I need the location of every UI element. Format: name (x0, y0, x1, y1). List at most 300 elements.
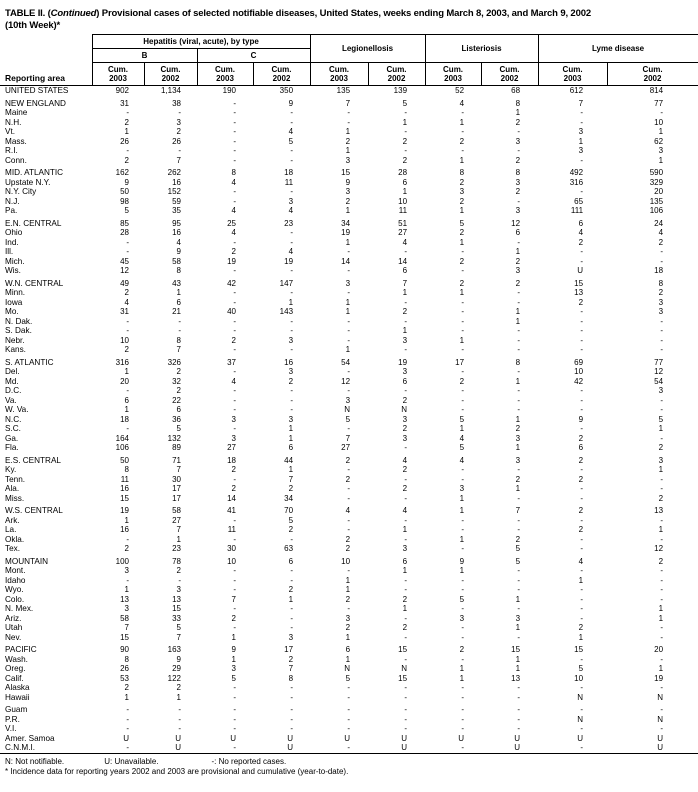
data-cell: - (461, 395, 465, 405)
data-cell: - (660, 316, 664, 326)
data-cell: 132 (167, 433, 181, 443)
data-cell: - (404, 714, 408, 724)
data-cell: - (233, 724, 236, 733)
data-cell: - (660, 108, 664, 117)
data-cell: 27 (227, 443, 236, 452)
data-cell: 262 (167, 168, 181, 177)
table-row (0, 108, 698, 118)
data-cell: - (347, 604, 351, 613)
data-cell: - (461, 714, 465, 724)
data-cell: 1 (124, 127, 129, 136)
table-row (0, 178, 698, 188)
data-cell: - (347, 484, 351, 493)
data-cell: 5 (176, 623, 181, 632)
data-cell: 1 (459, 237, 465, 247)
data-cell: 2 (515, 424, 521, 433)
data-cell: 2 (231, 465, 236, 474)
data-cell: 3 (345, 187, 351, 196)
data-cell: - (347, 566, 351, 575)
data-cell: 7 (176, 465, 181, 474)
data-cell: - (660, 433, 664, 443)
data-cell: - (580, 544, 584, 553)
row-label: Ill. (5, 247, 14, 256)
row-label: Ky. (5, 465, 17, 474)
data-cell: - (517, 335, 521, 345)
data-cell: - (404, 443, 408, 452)
data-cell: 2 (578, 455, 584, 465)
data-cell: 147 (279, 278, 294, 288)
data-cell: 2 (658, 237, 664, 247)
data-cell: 21 (172, 307, 181, 316)
row-label: Maine (5, 108, 28, 117)
data-cell: - (580, 566, 584, 575)
data-cell: - (404, 474, 408, 484)
data-cell: 1 (402, 525, 408, 534)
data-cell: - (178, 705, 181, 714)
data-cell: 1 (578, 632, 584, 642)
row-label: Hawaii (5, 692, 30, 702)
table-row (0, 345, 698, 355)
data-cell: 95 (172, 218, 181, 228)
row-label: Kans. (5, 345, 26, 354)
data-cell: 4 (231, 228, 236, 237)
data-cell: - (233, 395, 236, 405)
data-cell: - (347, 326, 351, 335)
table-row (0, 525, 698, 535)
data-cell: - (517, 288, 521, 297)
data-cell: 2 (459, 196, 465, 206)
data-cell: 326 (167, 357, 181, 367)
data-cell: 2 (402, 155, 408, 165)
data-cell: 3 (515, 206, 521, 215)
data-cell: - (517, 632, 521, 642)
data-cell: - (347, 465, 351, 474)
data-cell: - (290, 714, 294, 724)
data-cell: N (401, 405, 408, 414)
incidence-footnote: * Incidence data for reporting years 2002 and 2003 are provisional and cumulative (year-to-date). (5, 766, 349, 776)
data-cell: - (461, 623, 465, 632)
data-cell: 3 (288, 196, 294, 206)
col-header-lyme-2003: Cum. 2003 (538, 63, 607, 86)
data-cell: 15 (574, 278, 584, 288)
data-cell: U (175, 733, 181, 743)
data-cell: 2 (402, 424, 408, 433)
data-cell: 53 (120, 673, 129, 683)
table-row (0, 585, 698, 595)
row-label: N.J. (5, 196, 20, 206)
legend-line (5, 757, 698, 767)
data-cell: 1 (345, 127, 351, 136)
data-cell: 2 (515, 278, 521, 288)
data-cell: - (517, 345, 521, 354)
data-cell: 1 (459, 335, 465, 345)
data-cell: 12 (341, 376, 351, 386)
data-cell: 8 (515, 98, 521, 108)
data-cell: - (517, 515, 521, 525)
data-cell: U (287, 733, 294, 743)
data-cell: 1 (658, 424, 664, 433)
data-cell: 3 (402, 544, 408, 553)
data-cell: U (401, 733, 408, 743)
data-cell: 18 (654, 266, 664, 275)
data-cell: 1 (658, 613, 664, 623)
table-row (0, 683, 698, 693)
data-cell: - (290, 146, 294, 155)
row-label: R.I. (5, 146, 18, 155)
data-cell: - (233, 316, 236, 326)
data-cell: - (404, 683, 408, 692)
data-cell: - (517, 525, 521, 534)
table-row (0, 465, 698, 475)
data-cell: - (233, 98, 236, 108)
data-cell: 2 (345, 534, 351, 544)
data-cell: - (517, 297, 521, 307)
table-row (0, 693, 698, 703)
data-cell: - (660, 484, 664, 493)
legend-no-cases: -: No reported cases. (211, 756, 287, 766)
data-cell: - (404, 127, 408, 136)
row-label: Calif. (5, 673, 24, 683)
data-cell: - (126, 316, 129, 326)
row-label: W.N. CENTRAL (5, 278, 64, 288)
data-cell: - (461, 108, 465, 117)
data-cell: - (660, 724, 664, 733)
data-cell: - (461, 266, 465, 275)
data-cell: - (233, 534, 236, 544)
data-cell: 15 (172, 604, 181, 613)
data-cell: 1 (345, 345, 351, 354)
data-cell: - (178, 714, 181, 724)
data-cell: - (660, 683, 664, 692)
data-cell: 4 (459, 98, 465, 108)
data-cell: - (178, 108, 181, 117)
data-cell: 37 (227, 357, 236, 367)
data-cell: 6 (402, 266, 408, 275)
data-cell: 5 (345, 414, 351, 424)
data-cell: 62 (654, 136, 664, 146)
data-cell: 15 (120, 632, 129, 642)
reporting-area-header: Reporting area (0, 35, 92, 86)
data-cell: - (347, 288, 351, 297)
row-label: MOUNTAIN (5, 556, 49, 566)
data-cell: 12 (654, 544, 664, 553)
data-cell: - (517, 714, 521, 724)
data-cell: 1 (345, 632, 351, 642)
data-cell: - (126, 146, 129, 155)
data-cell: - (347, 117, 351, 127)
data-cell: 1 (402, 326, 408, 335)
lyme-disease-header: Lyme disease (538, 35, 698, 63)
row-label: S. Dak. (5, 326, 32, 335)
data-cell: 2 (288, 585, 294, 594)
data-cell: - (233, 692, 236, 702)
data-cell: - (461, 405, 465, 414)
data-cell: 5 (459, 594, 465, 604)
row-label: MID. ATLANTIC (5, 168, 64, 177)
data-cell: - (461, 705, 465, 714)
data-cell: 3 (515, 266, 521, 275)
data-cell: - (580, 395, 584, 405)
data-cell: 30 (172, 474, 181, 484)
data-cell: - (538, 743, 607, 753)
data-cell: - (290, 575, 294, 585)
table-row (0, 453, 698, 466)
data-cell: 6 (176, 405, 181, 414)
data-cell: 5 (459, 414, 465, 424)
data-cell: - (461, 367, 465, 376)
col-header-hepb-2002: Cum. 2002 (144, 63, 197, 86)
data-cell: 2 (176, 367, 181, 376)
data-cell: 6 (402, 556, 408, 566)
data-cell: - (197, 743, 253, 753)
table-row (0, 118, 698, 128)
data-cell: 3 (124, 566, 129, 575)
data-cell: 5 (288, 136, 294, 146)
data-cell: 50 (120, 455, 129, 465)
data-cell: 3 (515, 455, 521, 465)
data-cell: 3 (658, 146, 664, 155)
data-cell: 1 (402, 187, 408, 196)
data-cell: - (404, 705, 408, 714)
row-label: P.R. (5, 714, 20, 724)
row-label: UNITED STATES (5, 86, 69, 95)
data-cell: 6 (288, 556, 294, 566)
data-cell: 1 (515, 623, 521, 632)
data-cell: - (233, 108, 236, 117)
data-cell: - (290, 395, 294, 405)
data-cell: 4 (345, 506, 351, 515)
data-cell: 2 (578, 474, 584, 484)
data-cell: 1 (124, 405, 129, 414)
row-label: D.C. (5, 386, 22, 395)
data-cell: 4 (459, 455, 465, 465)
data-cell: 1 (459, 155, 465, 165)
data-cell: - (404, 247, 408, 256)
data-cell: 27 (172, 515, 181, 525)
data-cell: 36 (172, 414, 181, 424)
data-cell: 14 (398, 256, 408, 266)
data-cell: 2 (345, 623, 351, 632)
data-cell: - (126, 386, 129, 395)
data-cell: 1 (176, 288, 181, 297)
data-cell: - (404, 493, 408, 503)
data-cell: 9 (176, 654, 181, 664)
data-cell: - (290, 534, 294, 544)
row-label: E.S. CENTRAL (5, 455, 61, 465)
data-cell: 8 (515, 168, 521, 177)
data-cell: 2 (231, 613, 236, 623)
data-cell: 42 (574, 376, 584, 386)
row-label: Conn. (5, 155, 27, 165)
data-cell: 316 (115, 357, 129, 367)
data-cell: 19 (120, 506, 129, 515)
data-cell: N (577, 714, 584, 724)
data-cell: - (404, 386, 408, 395)
data-cell: - (580, 256, 584, 266)
data-cell: 8 (176, 335, 181, 345)
data-cell: 16 (284, 357, 294, 367)
col-header-hepc-2002: Cum. 2002 (253, 63, 310, 86)
data-cell: 18 (120, 414, 129, 424)
row-label: Wyo. (5, 585, 24, 594)
data-cell: 1 (515, 108, 521, 117)
data-cell: 19 (227, 256, 236, 266)
data-cell: 100 (115, 556, 129, 566)
data-cell: 69 (574, 357, 584, 367)
data-cell: 7 (288, 474, 294, 484)
hep-c-header: C (197, 49, 310, 63)
table-row (0, 614, 698, 624)
data-cell: - (290, 326, 294, 335)
table-row (0, 216, 698, 229)
data-cell: - (347, 367, 351, 376)
data-cell: 2 (658, 493, 664, 503)
data-cell: 3 (515, 136, 521, 146)
data-cell: 40 (227, 307, 236, 316)
data-cell: 10 (120, 335, 129, 345)
data-cell: - (233, 196, 236, 206)
data-cell: 43 (172, 278, 181, 288)
table-row (0, 702, 698, 715)
data-cell: 7 (231, 594, 236, 604)
data-cell: 2 (231, 484, 236, 493)
data-cell: 350 (279, 86, 294, 95)
data-cell: U (230, 733, 236, 743)
data-cell: 2 (402, 136, 408, 146)
data-cell: 23 (172, 544, 181, 553)
data-cell: 31 (120, 307, 129, 316)
data-cell: 3 (402, 433, 408, 443)
data-cell: - (347, 683, 351, 692)
data-cell: - (461, 307, 465, 316)
table-row (0, 165, 698, 178)
data-cell: 4 (231, 376, 236, 386)
table-row (0, 443, 698, 453)
data-cell: - (580, 515, 584, 525)
data-cell: 3 (578, 146, 584, 155)
data-cell: 7 (288, 664, 294, 673)
data-cell: 3 (515, 613, 521, 623)
data-cell: 5 (176, 424, 181, 433)
data-cell: 2 (345, 544, 351, 553)
col-header-list-2003: Cum. 2003 (425, 63, 481, 86)
table-row (0, 197, 698, 207)
data-cell: N (401, 664, 408, 673)
table-row (0, 715, 698, 725)
data-cell: 2 (288, 376, 294, 386)
data-cell: 2 (658, 288, 664, 297)
data-cell: - (517, 405, 521, 414)
data-cell: 5 (345, 673, 351, 683)
data-cell: 1 (288, 594, 294, 604)
data-cell: - (290, 613, 294, 623)
data-cell: 4 (231, 177, 236, 187)
data-cell: - (580, 424, 584, 433)
data-cell: - (461, 465, 465, 474)
data-cell: - (233, 623, 236, 632)
table-row (0, 247, 698, 257)
data-cell: - (660, 395, 664, 405)
table-row (0, 86, 698, 96)
data-cell: 1 (515, 664, 521, 673)
table-row (0, 206, 698, 216)
row-label: Mo. (5, 307, 19, 316)
data-cell: 2 (459, 136, 465, 146)
row-label: Pa. (5, 206, 18, 215)
data-cell: - (233, 683, 236, 692)
data-cell: - (233, 345, 236, 354)
data-cell: 6 (578, 218, 584, 228)
data-cell: - (580, 316, 584, 326)
data-cell: 3 (578, 127, 584, 136)
data-cell: 2 (459, 376, 465, 386)
data-cell: - (461, 654, 465, 664)
footnotes (0, 754, 698, 777)
data-cell: - (233, 604, 236, 613)
data-cell: 15 (398, 645, 408, 654)
table-row (0, 642, 698, 655)
data-cell: 58 (172, 256, 181, 266)
table-row (0, 566, 698, 576)
data-cell: 2 (176, 566, 181, 575)
data-cell: 52 (455, 86, 465, 95)
data-cell: 77 (654, 98, 664, 108)
data-cell: 2 (402, 465, 408, 474)
data-cell: 329 (649, 177, 664, 187)
row-label: S.C. (5, 424, 21, 433)
table-row (0, 377, 698, 387)
data-cell: - (233, 237, 236, 247)
data-cell: - (660, 594, 664, 604)
table-row (0, 288, 698, 298)
data-cell: 44 (284, 455, 294, 465)
data-cell: 2 (345, 136, 351, 146)
data-cell: - (461, 575, 465, 585)
data-cell: 58 (120, 613, 129, 623)
data-cell: 2 (345, 474, 351, 484)
data-cell: - (126, 237, 129, 247)
data-cell: - (347, 424, 351, 433)
data-cell: 1 (345, 237, 351, 247)
row-label: W. Va. (5, 405, 29, 414)
data-cell: 316 (569, 177, 584, 187)
data-cell: - (290, 187, 294, 196)
data-cell: - (233, 386, 236, 395)
data-cell: 7 (515, 506, 521, 515)
data-cell: - (404, 613, 408, 623)
data-cell: 1 (345, 297, 351, 307)
data-cell: 1 (515, 307, 521, 316)
data-cell: 6 (402, 376, 408, 386)
data-cell: 15 (341, 168, 351, 177)
data-cell: - (233, 288, 236, 297)
data-cell: 15 (574, 645, 584, 654)
data-cell: - (290, 683, 294, 692)
data-cell: - (660, 405, 664, 414)
table-row (0, 734, 698, 744)
data-cell: 1 (459, 288, 465, 297)
data-cell: - (461, 386, 465, 395)
data-cell: 3 (345, 278, 351, 288)
data-cell: 2 (459, 228, 465, 237)
row-label: C.N.M.I. (0, 743, 92, 753)
data-cell: 8 (176, 266, 181, 275)
data-cell: - (233, 297, 236, 307)
data-cell: 1 (124, 585, 129, 594)
row-label: Fla. (5, 443, 19, 452)
row-label: Vt. (5, 127, 16, 136)
data-cell: - (404, 108, 408, 117)
